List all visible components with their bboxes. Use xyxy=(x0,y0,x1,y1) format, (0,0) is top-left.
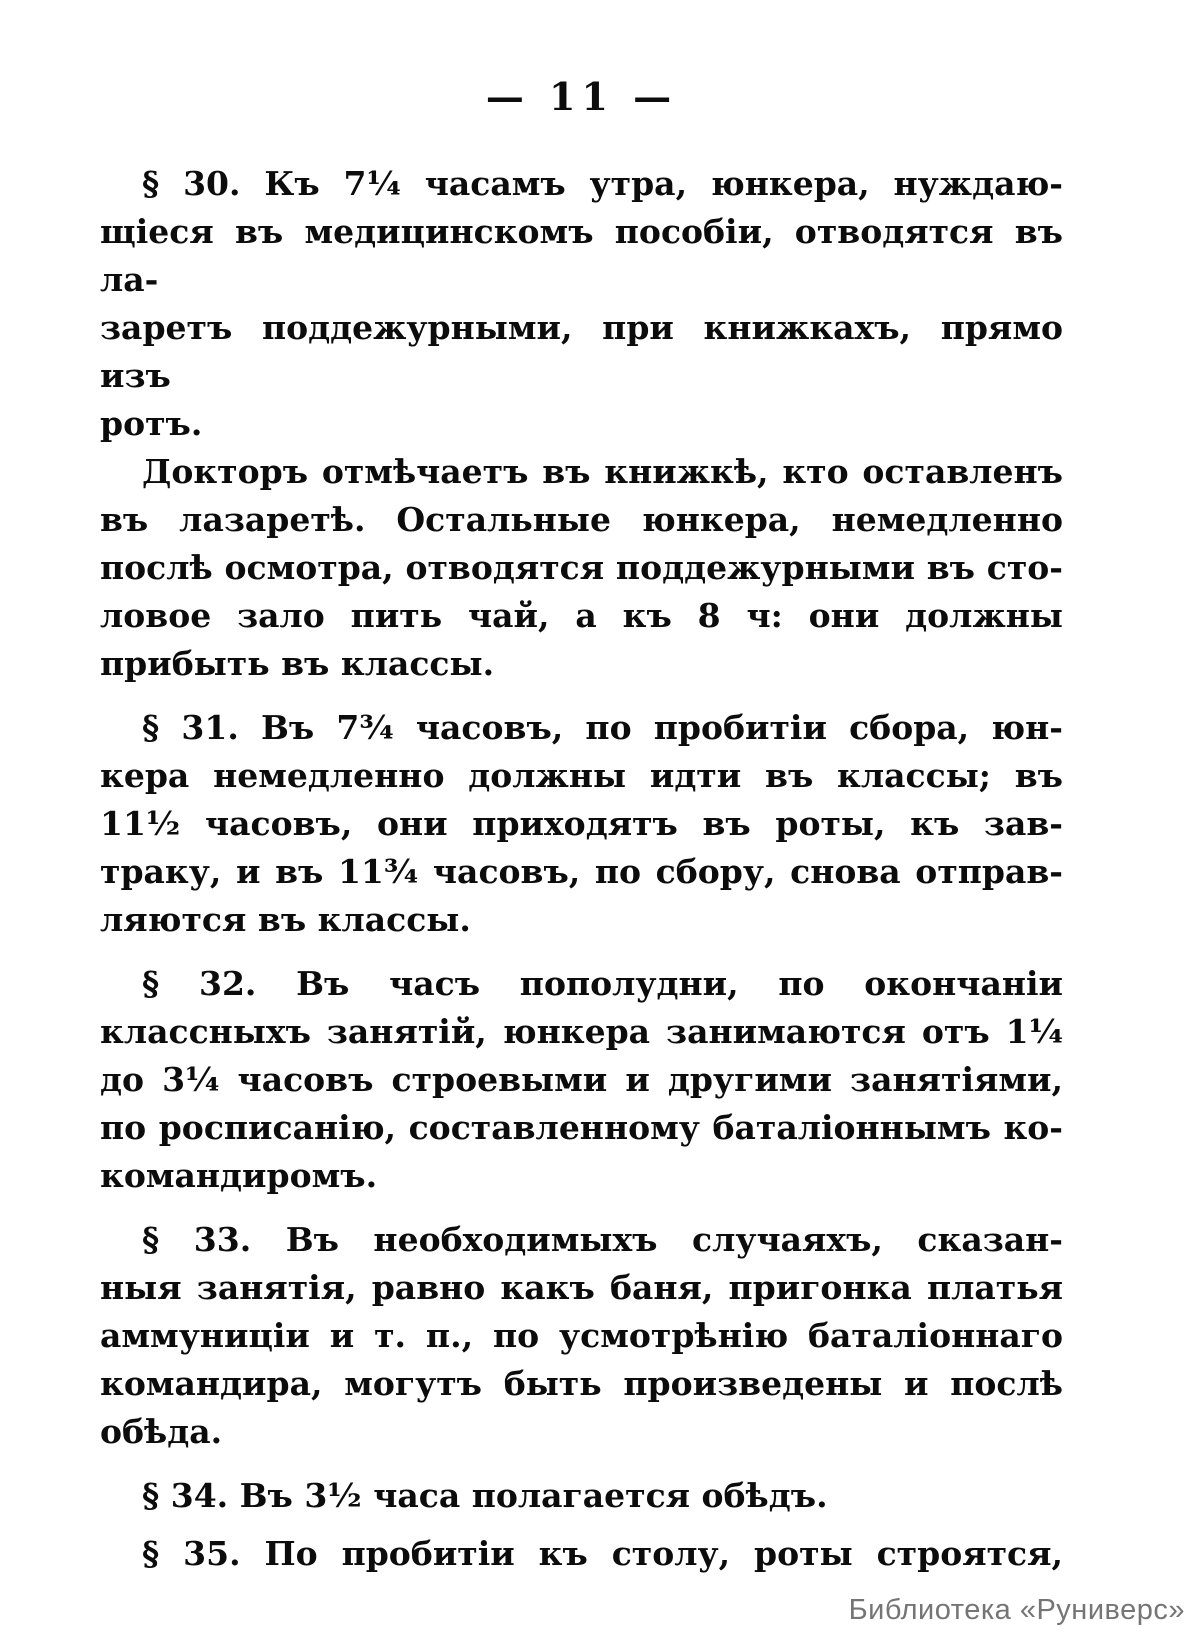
text-line: § 33. Въ необходимыхъ случаяхъ, сказан- xyxy=(142,1220,1063,1259)
page-number-header: — 11 — xyxy=(485,74,678,119)
text-line: § 34. Въ 3½ часа полагается обѣдъ. xyxy=(142,1476,828,1515)
text-line: Докторъ отмѣчаетъ въ книжкѣ, кто оставленъ xyxy=(142,452,1063,491)
text-line: по росписанію, составленному баталіоннымъ ко- xyxy=(100,1108,1063,1147)
text-line: аммуниціи и т. п., по усмотрѣнію баталіоннаго xyxy=(100,1316,1063,1355)
text-line: щіеся въ медицинскомъ пособіи, отводятся въ ла- xyxy=(100,212,1063,299)
text-line: ротъ. xyxy=(100,404,203,443)
text-line: до 3¼ часовъ строевыми и другими занятіями, xyxy=(100,1060,1063,1099)
runivers-library-watermark: Библиотека «Руниверс» xyxy=(848,1594,1185,1626)
paragraph-30 xyxy=(100,160,1063,448)
paragraph-32 xyxy=(100,960,1063,1200)
text-line: ныя занятія, равно какъ баня, пригонка платья xyxy=(100,1268,1063,1307)
text-line: послѣ осмотра, отводятся поддежурными въ сто- xyxy=(100,548,1063,587)
text-line: траку, и въ 11¾ часовъ, по сбору, снова отправ- xyxy=(100,852,1063,891)
text-line: § 32. Въ часъ пополудни, по окончаніи xyxy=(142,964,1063,1003)
text-line: ляются въ классы. xyxy=(100,900,471,939)
text-line: обѣда. xyxy=(100,1412,223,1451)
text-line: командиромъ. xyxy=(100,1156,378,1195)
text-line: § 31. Въ 7¾ часовъ, по пробитіи сбора, юн- xyxy=(142,708,1063,747)
text-line: § 35. По пробитіи къ столу, роты строятся, xyxy=(142,1534,1063,1573)
text-line: прибыть въ классы. xyxy=(100,644,495,683)
paragraph-34 xyxy=(100,1472,1063,1520)
text-line: въ лазаретѣ. Остальные юнкера, немедленно xyxy=(100,500,1063,539)
text-line: ловое зало пить чай, а къ 8 ч: они должны xyxy=(100,596,1063,635)
page-text-block xyxy=(100,160,1063,1578)
text-line: классныхъ занятій, юнкера занимаются отъ 1¼ xyxy=(100,1012,1063,1051)
paragraph-doctor xyxy=(100,448,1063,688)
text-line: командира, могутъ быть произведены и послѣ xyxy=(100,1364,1063,1403)
paragraph-33 xyxy=(100,1216,1063,1456)
text-line: 11½ часовъ, они приходятъ въ роты, къ зав- xyxy=(100,804,1063,843)
text-line: § 30. Къ 7¼ часамъ утра, юнкера, нуждаю- xyxy=(142,164,1063,203)
paragraph-35 xyxy=(100,1530,1063,1578)
text-line: кера немедленно должны идти въ классы; въ xyxy=(100,756,1063,795)
text-line: заретъ поддежурными, при книжкахъ, прямо изъ xyxy=(100,308,1063,395)
paragraph-31 xyxy=(100,704,1063,944)
